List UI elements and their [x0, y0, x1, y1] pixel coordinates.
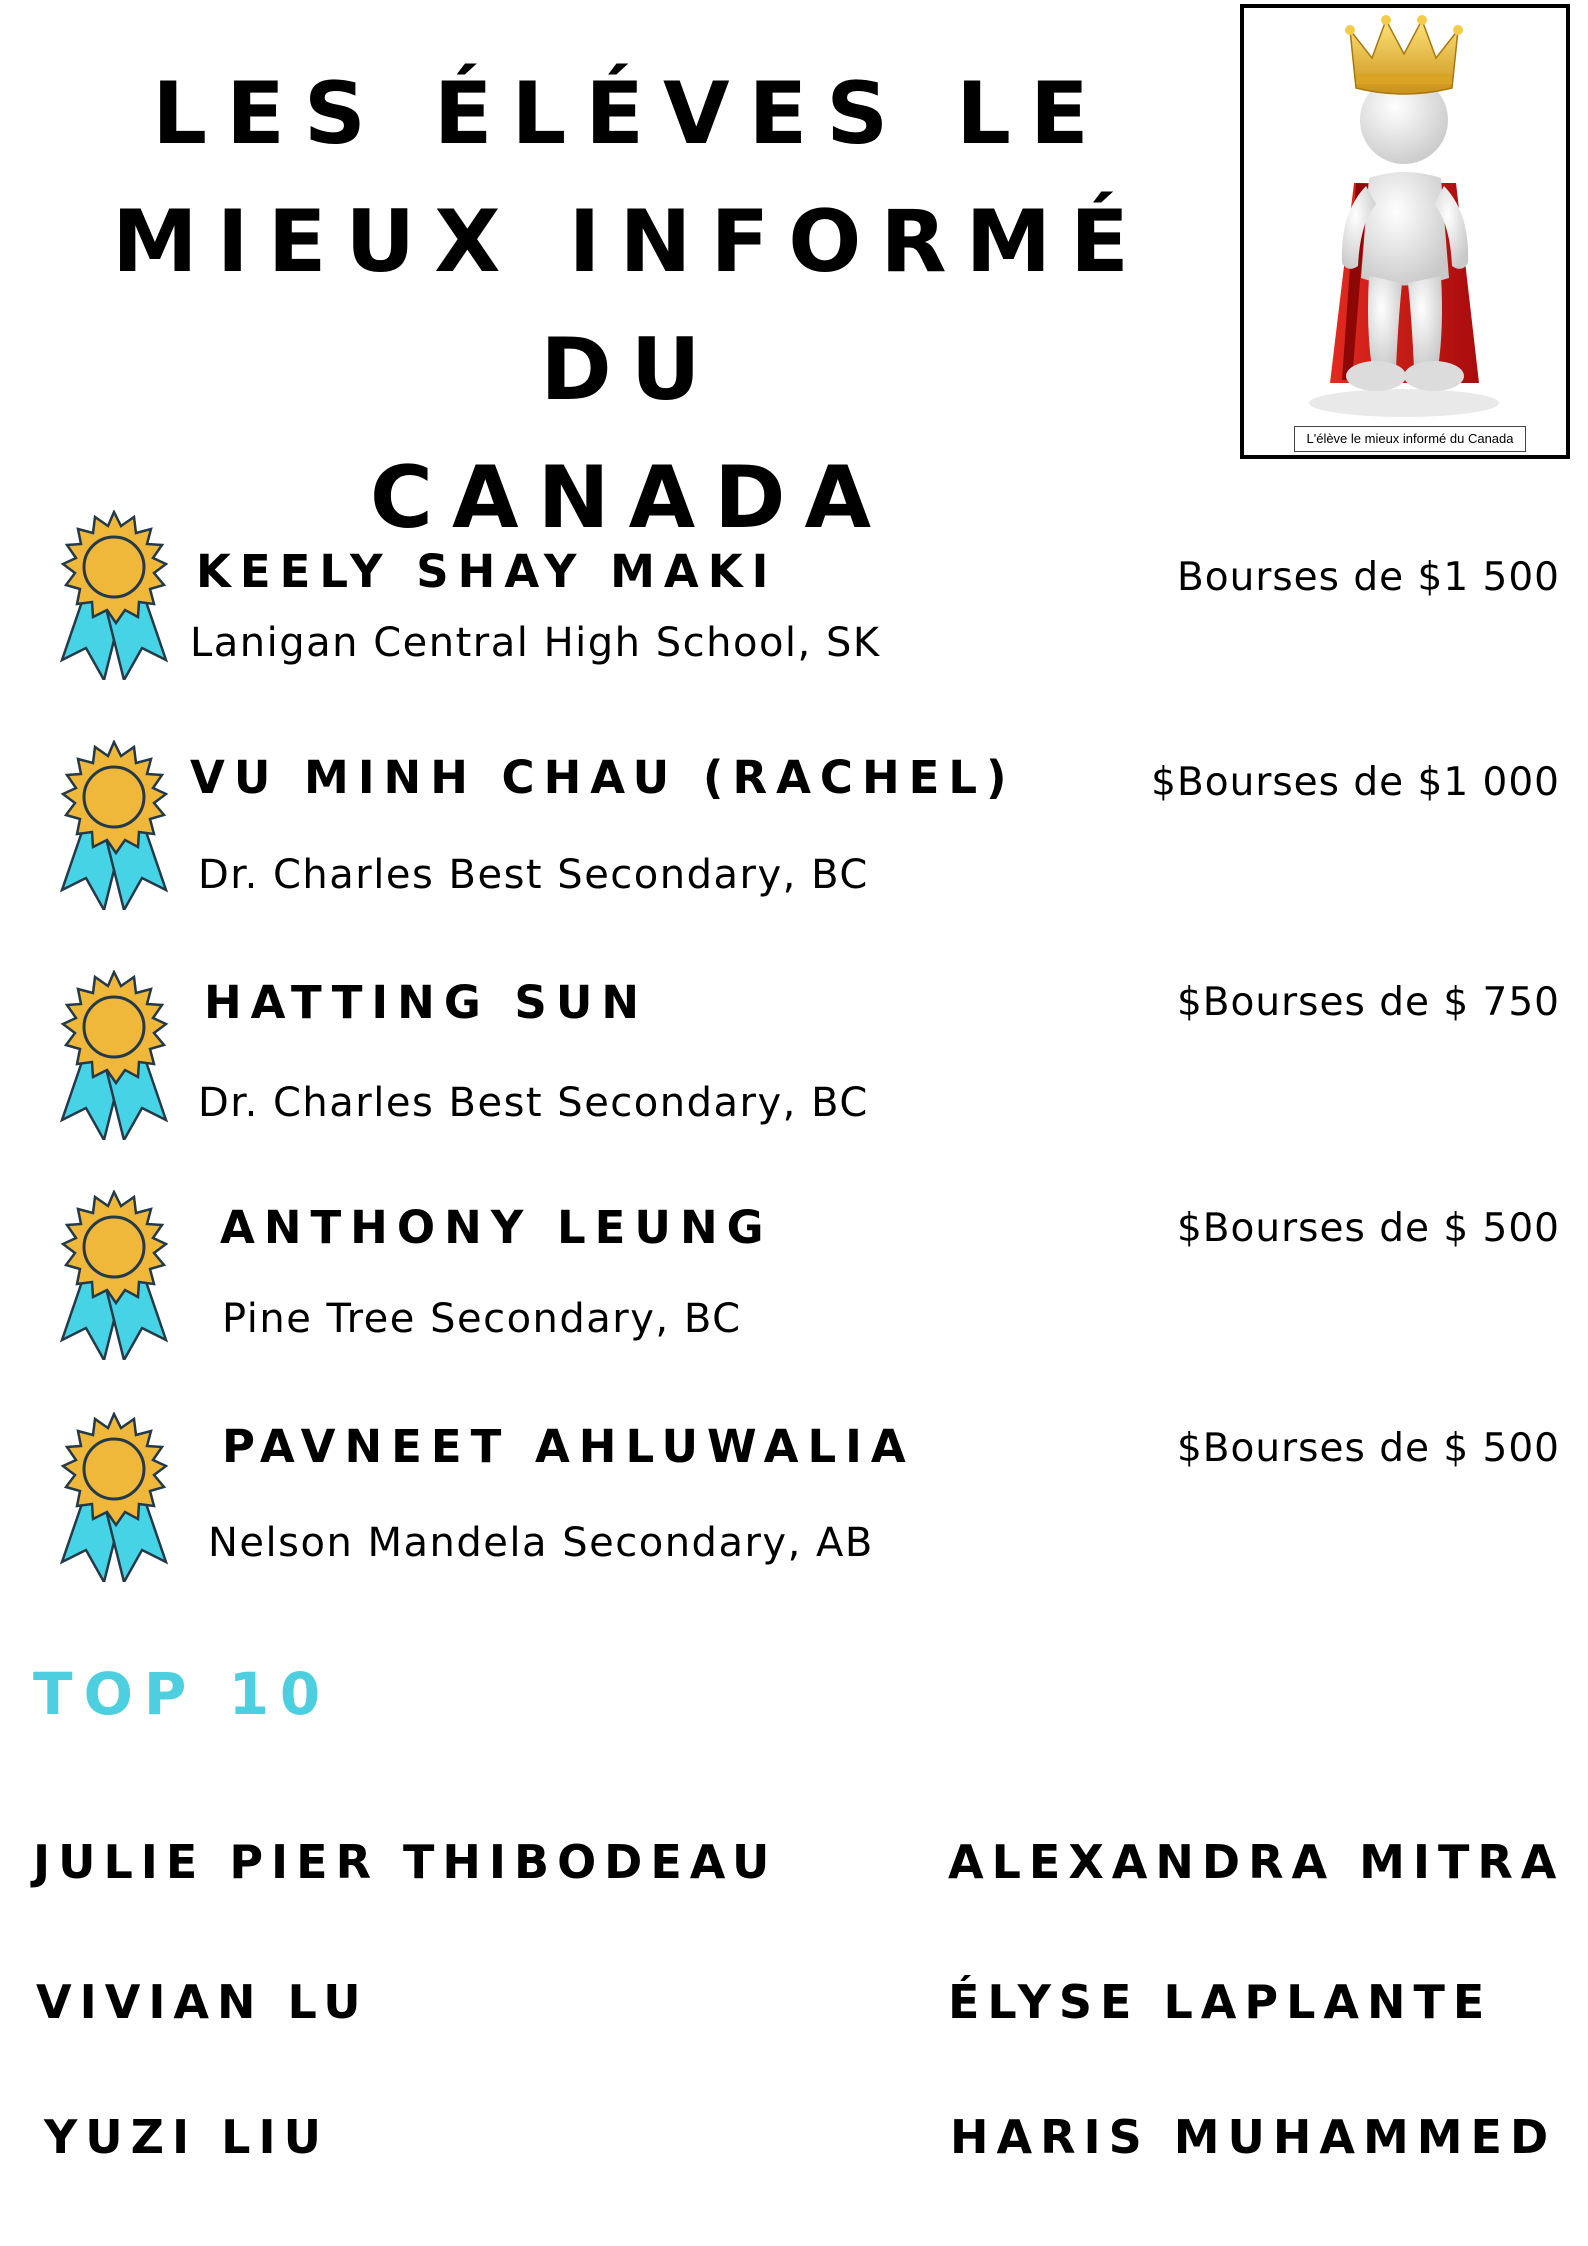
winner-prize: $Bourses de $ 500	[1176, 1426, 1560, 1471]
title-line-2: MIEUX INFORMÉ DU	[112, 192, 1148, 420]
title-line-1: LES ÉLÉVES LE	[152, 64, 1108, 164]
winner-prize: $Bourses de $ 500	[1176, 1206, 1560, 1251]
award-ribbon-icon	[54, 510, 174, 680]
winner-name: VU MINH CHAU (RACHEL)	[190, 751, 1016, 804]
winner-prize: Bourses de $1 500	[1176, 555, 1560, 600]
winner-school: Dr. Charles Best Secondary, BC	[198, 1080, 869, 1126]
top10-heading: TOP 10	[33, 1660, 332, 1728]
winner-name: PAVNEET AHLUWALIA	[222, 1420, 915, 1473]
top10-name: ALEXANDRA MITRA	[948, 1835, 1565, 1889]
winner-school: Lanigan Central High School, SK	[190, 620, 881, 666]
award-ribbon-icon	[54, 970, 174, 1140]
winner-name: HATTING SUN	[204, 976, 649, 1029]
crowned-figure-illustration	[1244, 8, 1566, 455]
winner-school: Pine Tree Secondary, BC	[222, 1296, 742, 1342]
title-line-3: CANADA	[369, 448, 891, 548]
top10-name: YUZI LIU	[44, 2110, 329, 2164]
winner-name: ANTHONY LEUNG	[220, 1201, 773, 1254]
winner-school: Nelson Mandela Secondary, AB	[208, 1520, 874, 1566]
award-ribbon-icon	[54, 740, 174, 910]
winner-school: Dr. Charles Best Secondary, BC	[198, 852, 869, 898]
top10-name: ÉLYSE LAPLANTE	[948, 1975, 1493, 2029]
winner-prize: $Bourses de $1 000	[1151, 760, 1560, 805]
page-title	[40, 50, 1220, 562]
king-figure-image	[1240, 4, 1570, 459]
winner-prize: $Bourses de $ 750	[1176, 980, 1560, 1025]
top10-name: HARIS MUHAMMED	[950, 2110, 1557, 2164]
image-caption: L'élève le mieux informé du Canada	[1294, 426, 1526, 452]
award-ribbon-icon	[54, 1412, 174, 1582]
top10-name: JULIE PIER THIBODEAU	[33, 1835, 778, 1889]
winner-name: KEELY SHAY MAKI	[196, 545, 778, 598]
top10-name: VIVIAN LU	[36, 1975, 369, 2029]
award-ribbon-icon	[54, 1190, 174, 1360]
